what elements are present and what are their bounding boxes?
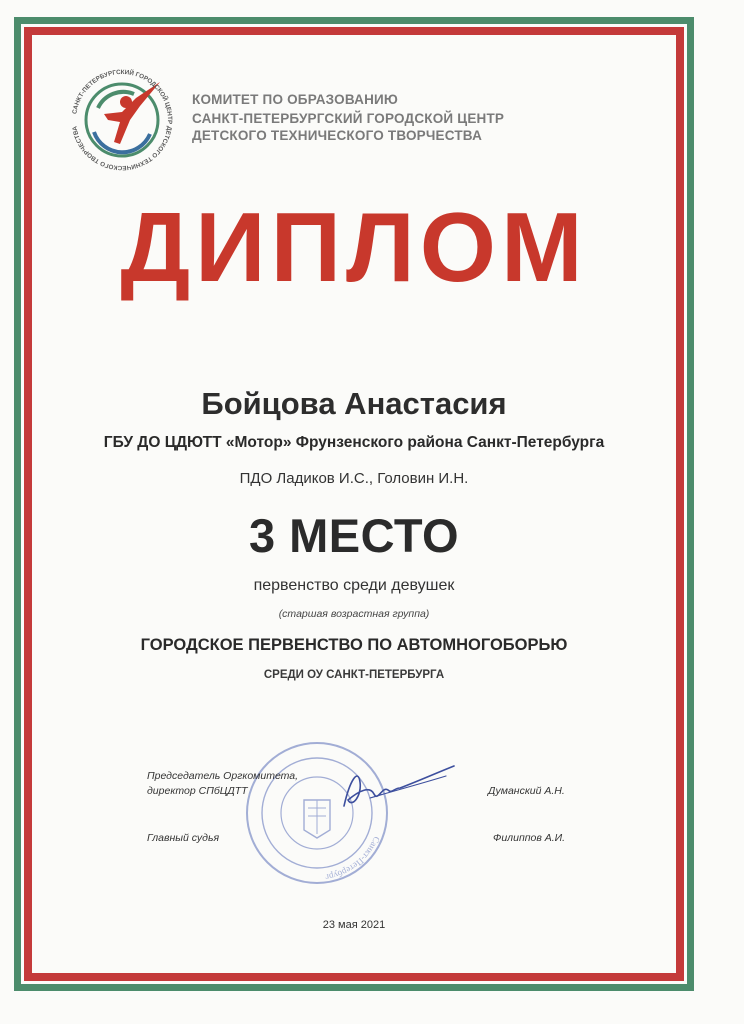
logo-ring-text: САНКТ-ПЕТЕРБУРГСКИЙ ГОРОДСКОЙ ЦЕНТР ДЕТСКОГО ТЕХНИЧЕСКОГО ТВОРЧЕСТВА: [71, 68, 174, 172]
judge-title: Главный судья: [147, 832, 220, 844]
chair-title-line2: директор СПбЦДТТ: [147, 785, 248, 797]
award-category: первенство среди девушек: [253, 577, 455, 594]
chair-name: Думанский А.Н.: [488, 785, 565, 797]
recipient-school: ГБУ ДО ЦДЮТТ «Мотор» Фрунзенского района Санкт-Петербурга: [103, 434, 605, 451]
diploma-date: 23 мая 2021: [322, 919, 386, 931]
svg-text:Санкт-Петербург: [324, 835, 382, 882]
award-age-group: (старшая возрастная группа): [278, 608, 430, 620]
recipient-name: Бойцова Анастасия: [201, 386, 507, 421]
seal-ring-text: Санкт-Петербург: [324, 834, 383, 883]
sgcdtt-logo-icon: [64, 62, 180, 178]
competition-title: ГОРОДСКОЕ ПЕРВЕНСТВО ПО АВТОМНОГОБОРЬЮ: [140, 636, 568, 654]
chair-title-line1: Председатель Оргкомитета,: [147, 770, 299, 782]
diploma-title: ДИПЛОМ: [120, 192, 588, 302]
award-place: 3 МЕСТО: [248, 509, 460, 562]
recipient-teachers: ПДО Ладиков И.С., Головин И.Н.: [239, 470, 469, 487]
org-center-line: САНКТ-ПЕТЕРБУРГСКИЙ ГОРОДСКОЙ ЦЕНТР: [192, 111, 505, 126]
org-committee-line: КОМИТЕТ ПО ОБРАЗОВАНИЮ: [192, 92, 399, 107]
competition-scope: СРЕДИ ОУ САНКТ-ПЕТЕРБУРГА: [263, 669, 445, 681]
chair-signature-icon: [330, 760, 460, 820]
org-center-line-2: ДЕТСКОГО ТЕХНИЧЕСКОГО ТВОРЧЕСТВА: [192, 128, 483, 143]
judge-name: Филиппов А.И.: [493, 832, 566, 844]
